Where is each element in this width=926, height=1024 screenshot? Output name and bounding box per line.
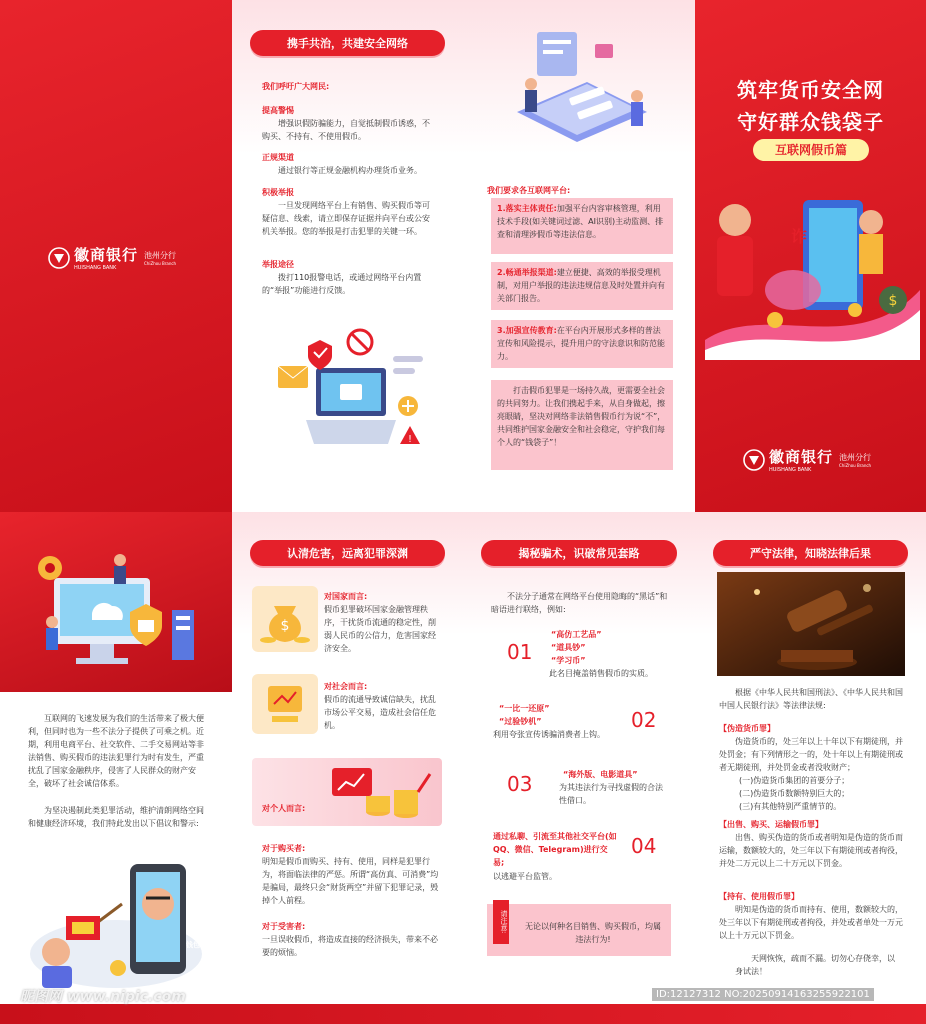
bank-name-en: HUISHANG BANK	[769, 467, 812, 473]
victim-title: 对于受害者:	[262, 922, 306, 931]
note-tag: 请注意:	[493, 900, 509, 944]
country-title: 对国家而言:	[324, 592, 368, 601]
bank-logo-icon	[48, 247, 70, 269]
svg-text:!: !	[407, 434, 413, 445]
crime1-title: 【伪造货币罪】	[719, 724, 775, 733]
trick-keyword: “高仿工艺品”	[551, 630, 602, 639]
cover-bank-logo	[743, 446, 871, 473]
svg-text:$: $	[280, 618, 290, 634]
cartoon-wallet-label: 钱包	[186, 941, 200, 949]
buyer-title: 对于购买者:	[262, 844, 306, 853]
trick-text: 以逃避平台监管。	[493, 872, 557, 881]
watermark-right: ID:12127312 NO:20250914163255922101	[652, 988, 874, 1001]
crime1-list-item: (三)有其他特别严重情节的。	[739, 802, 842, 811]
money-bag-icon	[252, 586, 318, 652]
trick-keyword: “学习币”	[551, 656, 586, 665]
bank-name: 徽商银行	[74, 246, 139, 264]
crime2-title: 【出售、购买、运输假币罪】	[719, 820, 823, 829]
requirement-text: 建立便捷、高效的举报受理机制，对用户举报的违法违规信息及时处置并向有关部门报告。	[497, 268, 665, 303]
note-text: 无论以何种名目销售、购买假币，均属违法行为!	[525, 922, 661, 944]
trick-keyword: “一比一还原”	[499, 704, 550, 713]
watermark-left: 昵图网 www.nipic.com	[20, 989, 186, 1005]
cover-title-line1: 筑牢货币安全网	[737, 78, 884, 102]
buyer-text: 明知是假币而购买、持有、使用，同样是犯罪行为，将面临法律的严惩。所谓“高仿真、可消费”均是骗局，最终只会“财货两空”并留下犯罪记录，毁掉个人前程。	[262, 857, 439, 905]
coins-chart-icon	[328, 762, 438, 822]
phone-platform-illustration	[507, 22, 657, 162]
panel-joint-governance	[232, 0, 463, 512]
section-heading: 揭秘骗术，识破常见套路	[481, 540, 677, 566]
branch-name: 池州分行	[839, 452, 872, 462]
bank-name: 徽商银行	[769, 448, 834, 466]
item-title: 正规渠道	[262, 153, 294, 162]
item-text: 增强识假防骗能力，自觉抵制假币诱惑，不购买、不持有、不使用假币。	[262, 119, 430, 141]
trick-number: 02	[631, 708, 657, 732]
society-text: 假币的流通导致诚信缺失，扰乱市场公平交易，造成社会信任危机。	[324, 695, 436, 730]
bank-logo-icon	[743, 449, 765, 471]
victim-text: 一旦误收假币，将造成直接的经济损失，带来不必要的烦恼。	[262, 935, 438, 957]
tricks-intro: 不法分子通常在网络平台使用隐晦的“黑话”和暗语进行联络，例如:	[491, 592, 668, 614]
branch-name: 池州分行	[144, 250, 177, 260]
branch-name-en: ChiZhou Branch	[839, 462, 872, 468]
country-text: 假币犯罪破坏国家金融管理秩序，干扰货币流通的稳定性，削弱人民币的公信力，危害国家经济安全。	[324, 605, 436, 653]
panel3-intro: 我们要求各互联网平台:	[487, 186, 571, 195]
cover-title-line2: 守好群众钱袋子	[737, 110, 884, 134]
trick-keyword: “过验钞机”	[499, 717, 542, 726]
trick-number: 01	[507, 640, 533, 664]
crime1-list-item: (一)伪造货币集团的首要分子；	[739, 776, 850, 785]
fraud-net-illustration	[705, 190, 920, 360]
requirement-text: 在平台内开展形式多样的普法宣传和风险提示，提升用户的守法意识和防范能力。	[497, 326, 665, 361]
panel-introduction	[0, 512, 232, 1004]
requirement-text: 加强平台内容审核管理，利用技术手段(如关键词过滤、AI识别)主动监测、排查和清理涉假币等违法信息。	[497, 204, 664, 239]
cover-subtitle: 互联网假币篇	[753, 139, 869, 161]
panel-front-cover	[695, 0, 926, 512]
watermark-bar	[0, 1004, 926, 1024]
crime3-title: 【持有、使用假币罪】	[719, 892, 799, 901]
item-text: 一旦发现网络平台上有销售、购买假币等可疑信息、线索，请立即保存证据并向平台或公安机关举报。您的举报是打击犯罪的关键一环。	[262, 201, 430, 236]
panel-legal	[695, 512, 926, 1004]
crime2-text: 出售、购买伪造的货币或者明知是伪造的货币而运输，数额较大的，处三年以下有期徒刑或者拘役，并处二万元以上二十万元以下罚金。	[719, 833, 903, 868]
society-title: 对社会而言:	[324, 682, 368, 691]
legal-intro: 根据《中华人民共和国刑法》、《中华人民共和国中国人民银行法》等法律法规:	[719, 688, 903, 710]
personal-title: 对个人而言:	[262, 804, 306, 813]
closing-box: 打击假币犯罪是一场持久战，更需要全社会的共同努力。让我们携起手来，从自身做起，擦亮眼睛，坚决对网络非法销售假币行为说“不”，共同维护国家金融安全和社会稳定，守护我们每个人的“钱袋子”！	[491, 380, 673, 470]
requirement-title: 2.畅通举报渠道:	[497, 268, 557, 277]
svg-text:$: $	[888, 293, 898, 309]
panel-harms	[232, 512, 463, 1004]
bank-logo	[48, 244, 176, 271]
intro-paragraph-2: 为坚决遏制此类犯罪活动，维护清朗网络空间和健康经济环境，我们特此发出以下倡议和警示:	[28, 806, 204, 828]
bank-name-en: HUISHANG BANK	[74, 265, 117, 271]
panel2-intro: 我们呼吁广大网民:	[262, 82, 330, 91]
gavel-photo	[717, 572, 905, 676]
item-text: 拨打110报警电话，或通过网络平台内置的“举报”功能进行反馈。	[262, 273, 422, 295]
item-title: 举报途径	[262, 260, 294, 269]
panel-platform-requirements	[463, 0, 695, 512]
requirement-title: 1.落实主体责任:	[497, 204, 557, 213]
laptop-security-illustration	[268, 326, 438, 476]
item-text: 通过银行等正规金融机构办理货币业务。	[278, 166, 422, 175]
crime1-text: 伪造货币的，处三年以上十年以下有期徒刑，并处罚金；有下列情形之一的，处十年以上有期徒刑或者无期徒刑，并处罚金或者没收财产；	[719, 737, 903, 772]
trick-number: 03	[507, 772, 533, 796]
trick-number: 04	[631, 834, 657, 858]
requirement-title: 3.加强宣传教育:	[497, 326, 557, 335]
trick-keyword: 通过私聊、引流至其他社交平台(如QQ、微信、Telegram)进行交易;	[493, 832, 617, 867]
branch-name-en: ChiZhou Branch	[144, 260, 177, 266]
item-title: 积极举报	[262, 188, 294, 197]
crime3-text: 明知是伪造的货币而持有、使用，数额较大的，处三年以下有期徒刑或者拘役，并处或者单处一万元以上十万元以下罚金。	[719, 905, 903, 940]
requirement-box-2	[491, 262, 673, 310]
trick-text: 利用夸张宣传诱骗消费者上钩。	[493, 730, 605, 739]
trick-keyword: “海外版、电影道具”	[563, 770, 638, 779]
society-card-icon	[252, 674, 318, 734]
legal-closing: 天网恢恢，疏而不漏。切勿心存侥幸，以身试法！	[735, 954, 895, 976]
panel-back-cover	[0, 0, 232, 512]
online-scam-cartoon	[26, 864, 206, 992]
computer-security-illustration	[30, 540, 200, 680]
item-title: 提高警惕	[262, 106, 294, 115]
trick-text: 为其违法行为寻找虚假的合法性借口。	[559, 783, 663, 805]
crime1-list-item: (二)伪造货币数额特别巨大的；	[739, 789, 850, 798]
requirement-box-1	[491, 198, 673, 254]
requirement-box-3	[491, 320, 673, 368]
section-heading: 严守法律，知晓法律后果	[713, 540, 908, 566]
section-heading: 携手共治，共建安全网络	[250, 30, 445, 56]
section-heading: 认清危害，远离犯罪深渊	[250, 540, 445, 566]
trick-keyword: “道具钞”	[551, 643, 586, 652]
intro-paragraph-1: 互联网的飞速发展为我们的生活带来了极大便利，但同时也为一些不法分子提供了可乘之机。近期，利用电商平台、社交软件、二手交易网站等非法销售、购买假币的违法犯罪行为时有发生，严重扰乱了国家金融秩序，侵害了人民群众的财产安全，破坏了社会诚信体系。	[28, 714, 204, 788]
panel-tricks	[463, 512, 695, 1004]
fraud-char: 诈	[791, 227, 808, 246]
trick-text: 此名目掩盖销售假币的实质。	[549, 669, 653, 678]
